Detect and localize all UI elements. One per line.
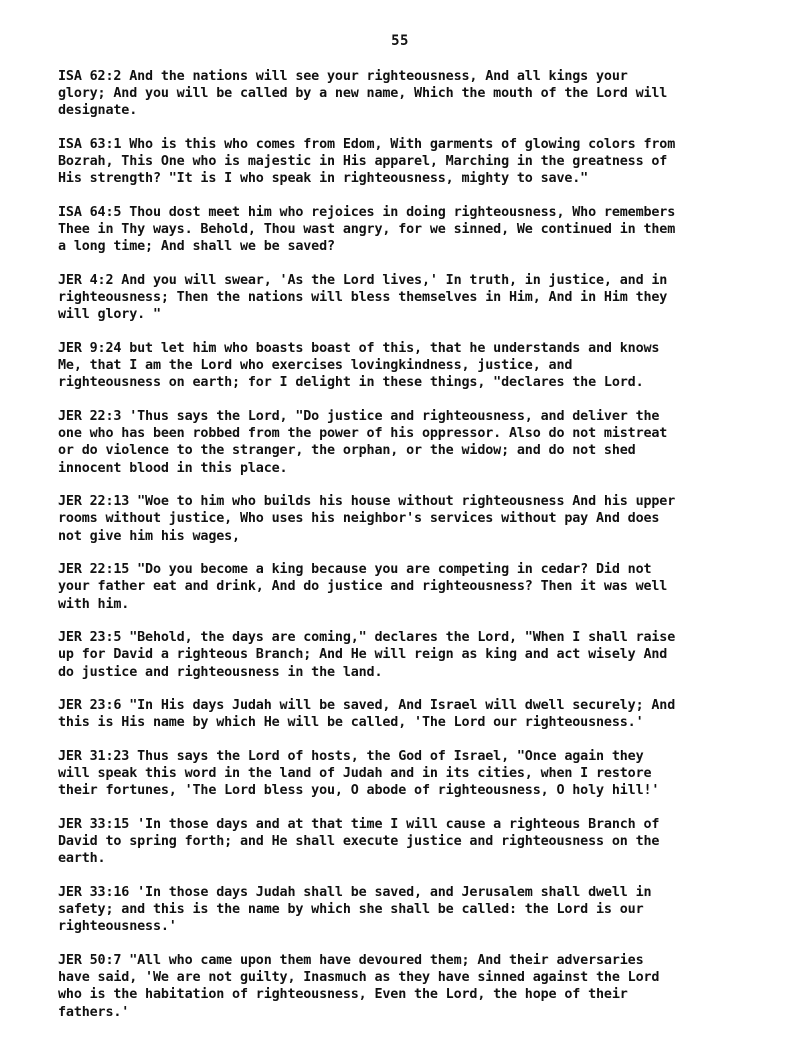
verse-entry-isa-63-1: ISA 63:1 Who is this who comes from Edom, With garments of glowing colors from Bozrah, This One who is majestic in His apparel, Marching in the greatness of His strength? "It is I who speak in righteousness, mighty to save." — [58, 137, 676, 187]
verse-entry-isa-62-2: ISA 62:2 And the nations will see your righteousness, And all kings your glory; And you will be called by a new name, Which the mouth of the Lord will designate. — [58, 69, 668, 119]
verse-entry-jer-9-24: JER 9:24 but let him who boasts boast of this, that he understands and knows Me, that I am the Lord who exercises lovingkindness, justice, and righteousness on earth; for I delight in these things, "declares the Lord. — [58, 341, 660, 391]
verse-entry-jer-23-6: JER 23:6 "In His days Judah will be saved, And Israel will dwell securely; And this is His name by which He will be called, 'The Lord our righteousness.' — [58, 698, 676, 731]
verse-entry-jer-22-15: JER 22:15 "Do you become a king because you are competing in cedar? Did not your father eat and drink, And do justice and righteousness? Then it was well with him. — [58, 562, 668, 612]
verse-entry-jer-22-3: JER 22:3 'Thus says the Lord, "Do justice and righteousness, and deliver the one who has been robbed from the power of his oppressor. Also do not mistreat or do violence to the stranger, the orphan, or the widow; and do not shed innocent blood in this place. — [58, 409, 668, 476]
verse-entry-isa-64-5: ISA 64:5 Thou dost meet him who rejoices in doing righteousness, Who remembers Thee in Thy ways. Behold, Thou wast angry, for we sinned, We continued in them a long time; And shall we be saved? — [58, 205, 676, 255]
verse-entry-jer-50-7: JER 50:7 "All who came upon them have devoured them; And their adversaries have said, 'We are not guilty, Inasmuch as they have sinned against the Lord who is the habitation of righteousness, Even the Lord, the hope of their fathers.' — [58, 953, 660, 1020]
verse-entry-jer-31-23: JER 31:23 Thus says the Lord of hosts, the God of Israel, "Once again they will speak this word in the land of Judah and in its cities, when I restore their fortunes, 'The Lord bless you, O abode of righteousness, O holy hill!' — [58, 749, 660, 799]
verse-entry-jer-22-13: JER 22:13 "Woe to him who builds his house without righteousness And his upper rooms without justice, Who uses his neighbor's services without pay And does not give him his wages, — [58, 494, 676, 544]
page-number: 55 — [391, 33, 409, 49]
verse-entry-jer-33-16: JER 33:16 'In those days Judah shall be saved, and Jerusalem shall dwell in safety; and this is the name by which she shall be called: the Lord is our righteousness.' — [58, 885, 652, 935]
verse-entry-jer-33-15: JER 33:15 'In those days and at that time I will cause a righteous Branch of David to spring forth; and He shall execute justice and righteousness on the earth. — [58, 817, 660, 867]
verse-entry-jer-4-2: JER 4:2 And you will swear, 'As the Lord lives,' In truth, in justice, and in righteousness; Then the nations will bless themselves in Him, And in Him they will glory. " — [58, 273, 668, 323]
verse-entry-jer-23-5: JER 23:5 "Behold, the days are coming," declares the Lord, "When I shall raise up for David a righteous Branch; And He will reign as king and act wisely And do justice and righteousness in the land. — [58, 630, 676, 680]
verse-list — [58, 68, 738, 1037]
